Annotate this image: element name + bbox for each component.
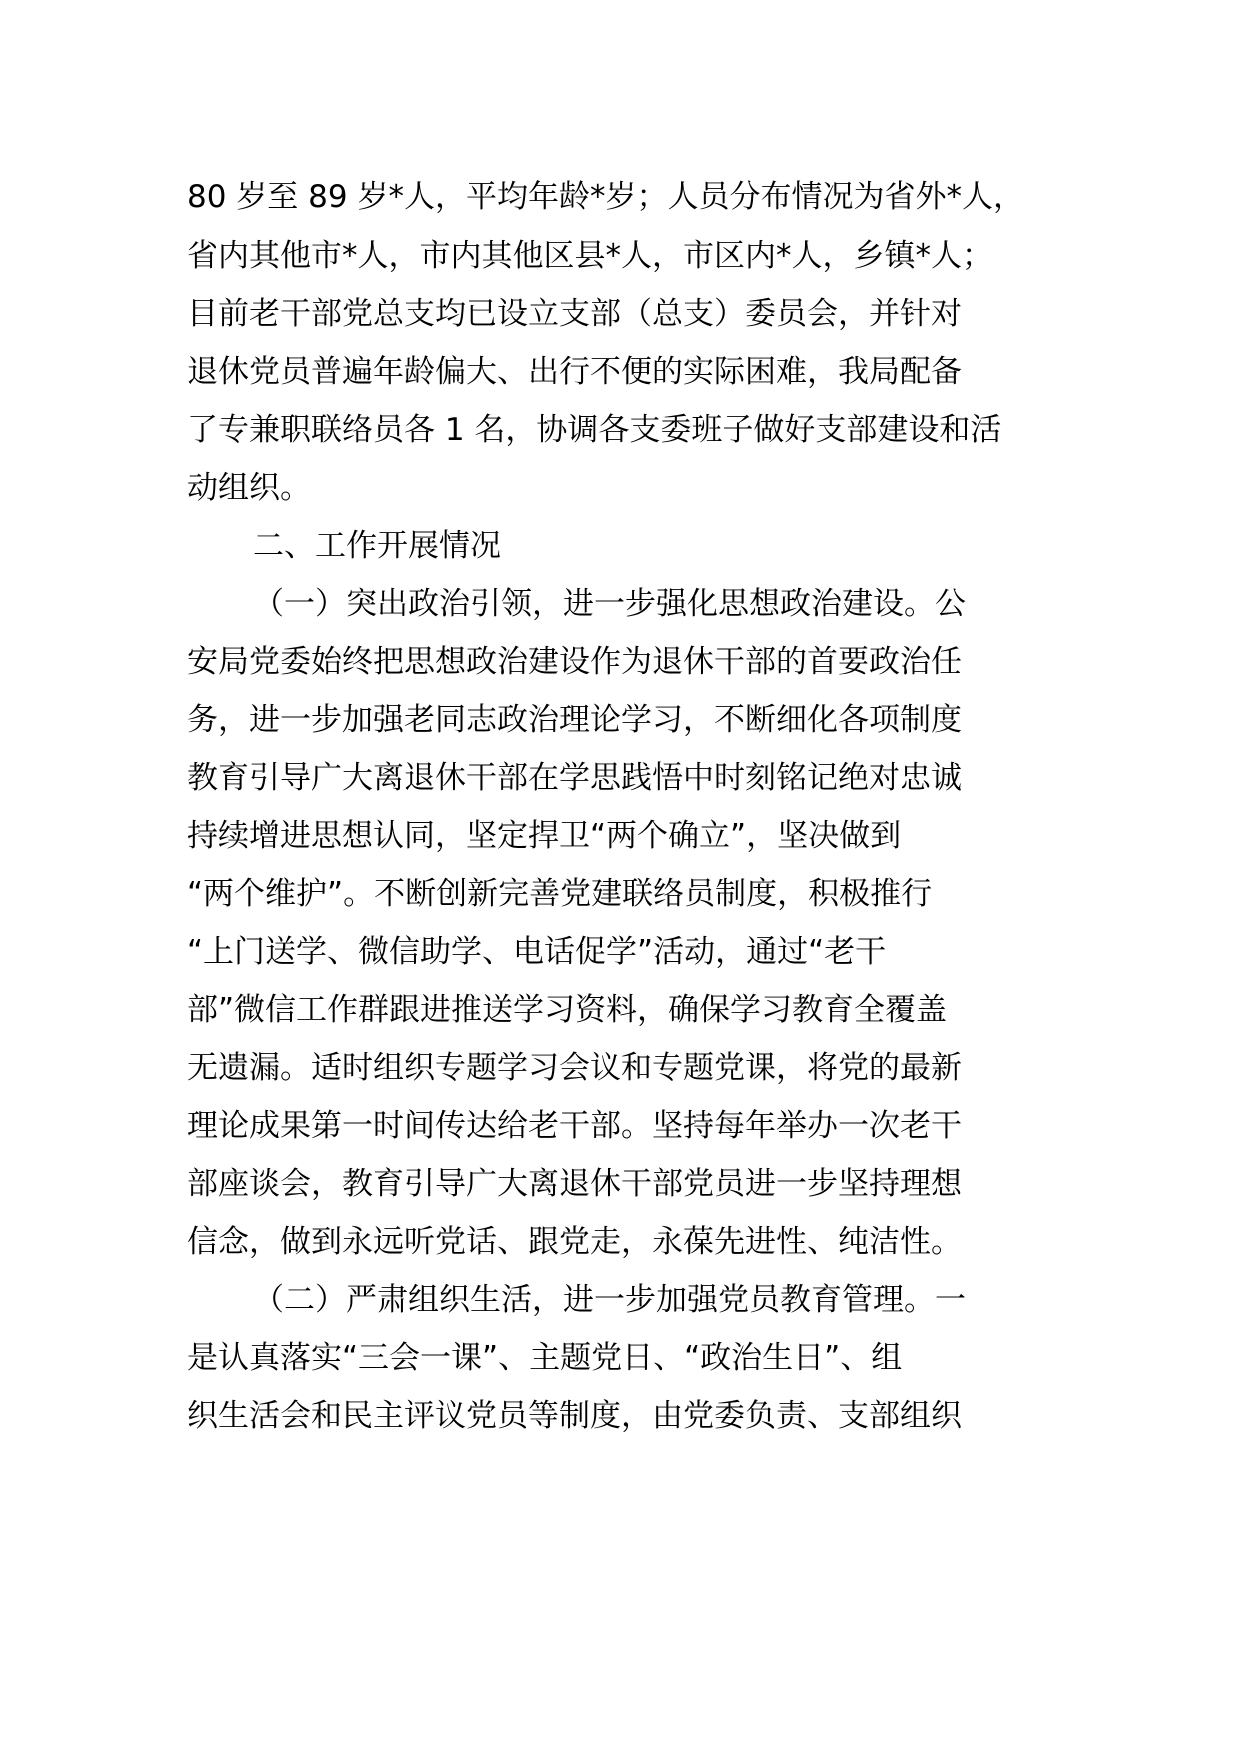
text-line: “两个维护”。不断创新完善党建联络员制度，积极推行 (187, 876, 933, 912)
text-line: 目前老干部党总支均已设立支部（总支）委员会，并针对 (187, 296, 962, 332)
text-line: 务，进一步加强老同志政治理论学习，不断细化各项制度 (187, 702, 962, 738)
text-line: 部座谈会，教育引导广大离退休干部党员进一步坚持理想 (187, 1166, 962, 1202)
text-line: 部”微信工作群跟进推送学习资料，确保学习教育全覆盖 (187, 992, 948, 1028)
section-heading: 二、工作开展情况 (253, 528, 501, 564)
text-line: 了专兼职联络员各 1 名，协调各支委班子做好支部建设和活 (187, 412, 1002, 448)
text-line: 理论成果第一时间传达给老干部。坚持每年举办一次老干 (187, 1108, 962, 1144)
text-line: 织生活会和民主评议党员等制度，由党委负责、支部组织 (187, 1398, 962, 1434)
text-line: 无遗漏。适时组织专题学习会议和专题党课，将党的最新 (187, 1050, 962, 1086)
text-line: 动组织。 (187, 470, 311, 506)
text-line: 是认真落实“三会一课”、主题党日、“政治生日”、组 (187, 1340, 903, 1376)
text-line: 退休党员普遍年龄偏大、出行不便的实际困难，我局配备 (187, 354, 962, 390)
text-line: 信念，做到永远听党话、跟党走，永葆先进性、纯洁性。 (187, 1224, 962, 1260)
text-line: 教育引导广大离退休干部在学思践悟中时刻铭记绝对忠诚 (187, 760, 962, 796)
text-line: 80 岁至 89 岁*人，平均年龄*岁；人员分布情况为省外*人， (187, 179, 1024, 215)
paragraph-first-line: （一）突出政治引领，进一步强化思想政治建设。公 (253, 586, 966, 622)
paragraph-first-line: （二）严肃组织生活，进一步加强党员教育管理。一 (253, 1282, 966, 1318)
text-line: “上门送学、微信助学、电话促学”活动，通过“老干 (187, 934, 887, 970)
text-line: 省内其他市*人，市内其他区县*人，市区内*人，乡镇*人； (187, 238, 993, 274)
text-line: 持续增进思想认同，坚定捍卫“两个确立”，坚决做到 (187, 818, 902, 854)
text-line: 安局党委始终把思想政治建设作为退休干部的首要政治任 (187, 644, 962, 680)
